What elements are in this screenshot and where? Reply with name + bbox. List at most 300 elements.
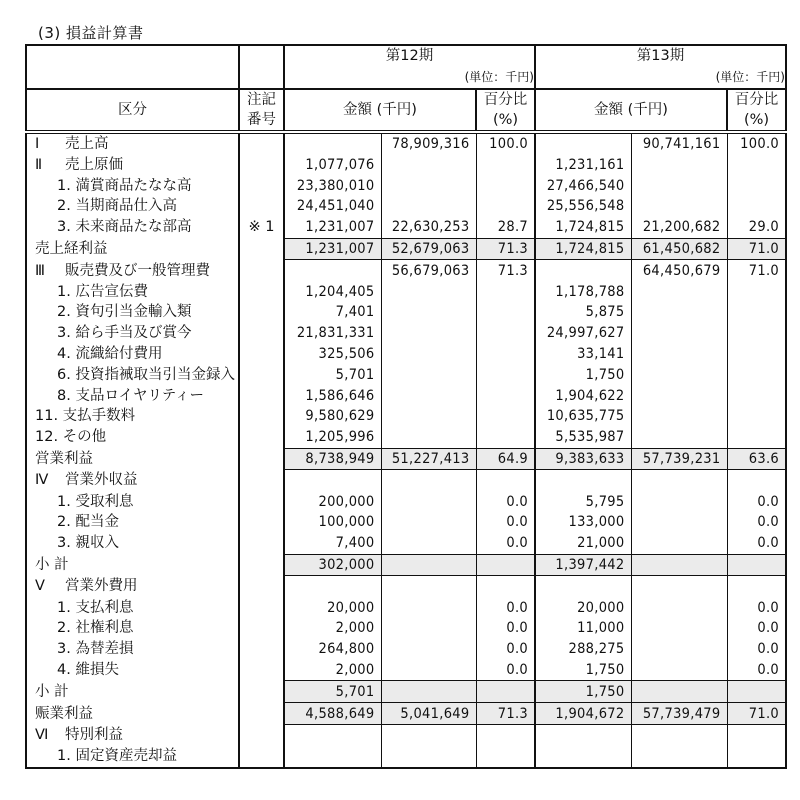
table-row	[26, 491, 786, 512]
amount-p12: 200,000	[284, 491, 381, 512]
row-label	[26, 576, 239, 597]
table-row	[26, 196, 786, 217]
amount-p13	[535, 724, 631, 745]
amount-p13: 21,000	[535, 533, 631, 554]
table-row	[26, 554, 786, 576]
amount-p13	[535, 132, 631, 155]
section-numeral: Ⅵ	[35, 727, 49, 744]
table-row	[26, 344, 786, 365]
note-number	[239, 281, 284, 302]
table-row	[26, 260, 786, 281]
percent-p13: 71.0	[727, 703, 786, 725]
amount-p13: 20,000	[535, 597, 631, 618]
amount-p13: 1,904,672	[535, 703, 631, 725]
row-label	[26, 618, 239, 639]
percent-p13: 63.6	[727, 448, 786, 470]
percent-p12	[476, 154, 535, 175]
row-label-text: 売上原価	[65, 156, 123, 173]
column-header-pct1: 百分比 (%)	[476, 89, 535, 132]
subtotal-p13	[631, 196, 727, 217]
amount-p12: 5,701	[284, 364, 381, 385]
note-number	[239, 196, 284, 217]
subtotal-p12	[381, 554, 476, 576]
note-number	[239, 238, 284, 260]
amount-p13: 10,635,775	[535, 406, 631, 427]
subtotal-p12	[381, 681, 476, 703]
statement-title: (3) 損益計算書	[38, 24, 144, 42]
table-row	[26, 724, 786, 745]
row-label	[26, 385, 239, 406]
percent-p12: 71.3	[476, 260, 535, 281]
percent-p12: 0.0	[476, 597, 535, 618]
amount-p12: 2,000	[284, 618, 381, 639]
row-label	[26, 406, 239, 427]
subtotal-p12	[381, 364, 476, 385]
table-row	[26, 618, 786, 639]
percent-p13	[727, 554, 786, 576]
subtotal-p13	[631, 344, 727, 365]
row-label	[26, 724, 239, 745]
section-numeral: Ⅴ	[35, 578, 45, 595]
amount-p12	[284, 260, 381, 281]
percent-p13: 71.0	[727, 260, 786, 281]
percent-p12: 71.3	[476, 703, 535, 725]
percent-p12	[476, 427, 535, 448]
percent-p12: 0.0	[476, 618, 535, 639]
row-label	[26, 703, 239, 725]
row-label	[26, 238, 239, 260]
subtotal-p12	[381, 533, 476, 554]
amount-p13: 1,750	[535, 660, 631, 681]
amount-p13: 288,275	[535, 639, 631, 660]
amount-p13: 1,724,815	[535, 217, 631, 238]
row-label-text: 3. 為替差損	[57, 641, 134, 658]
subtotal-p13	[631, 281, 727, 302]
amount-p12: 7,400	[284, 533, 381, 554]
table-row	[26, 597, 786, 618]
row-label-text: 売上高	[65, 135, 109, 152]
amount-p13: 11,000	[535, 618, 631, 639]
period1-unit: (単位：千円)	[284, 67, 535, 89]
row-label-text: 赈業利益	[35, 705, 93, 722]
subtotal-p12: 5,041,649	[381, 703, 476, 725]
amount-p12: 100,000	[284, 512, 381, 533]
amount-p13: 1,750	[535, 681, 631, 703]
percent-p13	[727, 427, 786, 448]
row-label-text: 4. 維損失	[57, 662, 119, 679]
table-row	[26, 175, 786, 196]
row-label	[26, 427, 239, 448]
note-number	[239, 703, 284, 725]
percent-p13	[727, 302, 786, 323]
percent-p12	[476, 406, 535, 427]
amount-p12: 5,701	[284, 681, 381, 703]
table-row	[26, 364, 786, 385]
note-number	[239, 746, 284, 768]
subtotal-p12	[381, 196, 476, 217]
row-label-text: 6. 投資指裓取当引当金録入	[57, 366, 235, 383]
percent-p13: 0.0	[727, 639, 786, 660]
subtotal-p12	[381, 344, 476, 365]
amount-p12	[284, 470, 381, 491]
percent-p12	[476, 302, 535, 323]
percent-p13	[727, 470, 786, 491]
percent-p12: 0.0	[476, 491, 535, 512]
table-row	[26, 746, 786, 768]
row-label	[26, 533, 239, 554]
percent-p12	[476, 746, 535, 768]
row-label-text: 1. 固定資産売却益	[57, 748, 177, 765]
amount-p13: 33,141	[535, 344, 631, 365]
amount-p12: 1,077,076	[284, 154, 381, 175]
subtotal-p13	[631, 533, 727, 554]
percent-p13: 0.0	[727, 597, 786, 618]
amount-p13	[535, 576, 631, 597]
percent-p13	[727, 746, 786, 768]
column-header-amount1: 金額 (千円)	[284, 89, 476, 132]
subtotal-p13	[631, 597, 727, 618]
percent-p13	[727, 154, 786, 175]
subtotal-p12	[381, 302, 476, 323]
column-header-row	[26, 89, 786, 132]
percent-p13: 0.0	[727, 491, 786, 512]
table-row	[26, 576, 786, 597]
subtotal-p13	[631, 154, 727, 175]
amount-p12: 7,401	[284, 302, 381, 323]
blank-note-header-cell	[239, 45, 284, 89]
percent-p13	[727, 344, 786, 365]
table-row	[26, 660, 786, 681]
row-label-text: 3. 未来商品たな部高	[57, 219, 192, 236]
subtotal-p12	[381, 175, 476, 196]
subtotal-p13: 61,450,682	[631, 238, 727, 260]
row-label	[26, 448, 239, 470]
percent-p12	[476, 196, 535, 217]
note-number	[239, 639, 284, 660]
row-label	[26, 746, 239, 768]
subtotal-p13	[631, 364, 727, 385]
percent-p12	[476, 344, 535, 365]
subtotal-p12	[381, 746, 476, 768]
percent-p13	[727, 364, 786, 385]
percent-p12: 0.0	[476, 660, 535, 681]
table-row	[26, 533, 786, 554]
table-row	[26, 132, 786, 155]
row-label-text: 2. 当期商品仕入高	[57, 198, 177, 215]
row-label	[26, 344, 239, 365]
amount-p12	[284, 746, 381, 768]
subtotal-p12	[381, 618, 476, 639]
table-row	[26, 154, 786, 175]
row-label	[26, 364, 239, 385]
subtotal-p12	[381, 385, 476, 406]
subtotal-p13	[631, 639, 727, 660]
subtotal-p13	[631, 618, 727, 639]
amount-p13: 1,231,161	[535, 154, 631, 175]
percent-p12	[476, 576, 535, 597]
note-number	[239, 660, 284, 681]
percent-p12	[476, 281, 535, 302]
column-header-label: 区分	[26, 89, 239, 132]
table-row	[26, 281, 786, 302]
percent-p13	[727, 724, 786, 745]
note-number	[239, 448, 284, 470]
row-label-text: 小 計	[35, 556, 69, 573]
table-row	[26, 703, 786, 725]
amount-p13: 1,397,442	[535, 554, 631, 576]
amount-p13	[535, 260, 631, 281]
note-number	[239, 597, 284, 618]
row-label	[26, 639, 239, 660]
row-label-text: 売上経利益	[35, 240, 108, 257]
percent-p13: 0.0	[727, 618, 786, 639]
note-number	[239, 724, 284, 745]
amount-p13: 1,904,622	[535, 385, 631, 406]
subtotal-p13: 57,739,231	[631, 448, 727, 470]
subtotal-p12: 52,679,063	[381, 238, 476, 260]
percent-p12	[476, 554, 535, 576]
subtotal-p12: 51,227,413	[381, 448, 476, 470]
percent-p13: 100.0	[727, 132, 786, 155]
row-label-text: 1. 支払利息	[57, 599, 134, 616]
subtotal-p12	[381, 154, 476, 175]
row-label	[26, 554, 239, 576]
percent-p12	[476, 364, 535, 385]
amount-p13: 5,535,987	[535, 427, 631, 448]
percent-p13	[727, 385, 786, 406]
table-row	[26, 238, 786, 260]
percent-p13	[727, 281, 786, 302]
table-row	[26, 681, 786, 703]
row-label	[26, 597, 239, 618]
table-row	[26, 512, 786, 533]
row-label-text: 8. 支品ロイヤリティー	[57, 387, 205, 404]
percent-p12	[476, 470, 535, 491]
amount-p12: 2,000	[284, 660, 381, 681]
row-label	[26, 217, 239, 238]
table-row	[26, 470, 786, 491]
amount-p12: 264,800	[284, 639, 381, 660]
amount-p13: 5,795	[535, 491, 631, 512]
amount-p13	[535, 470, 631, 491]
row-label	[26, 681, 239, 703]
row-label	[26, 196, 239, 217]
amount-p13: 133,000	[535, 512, 631, 533]
row-label-text: 営業利益	[35, 450, 93, 467]
note-number	[239, 175, 284, 196]
amount-p12: 23,380,010	[284, 175, 381, 196]
amount-p12: 24,451,040	[284, 196, 381, 217]
column-header-pct2: 百分比 (%)	[727, 89, 786, 132]
note-number	[239, 323, 284, 344]
percent-p12	[476, 175, 535, 196]
subtotal-p13	[631, 576, 727, 597]
table-row	[26, 385, 786, 406]
row-label-text: 4. 流織給付費用	[57, 345, 163, 362]
row-label-text: 1. 満賞商品たなな高	[57, 177, 192, 194]
table-row	[26, 427, 786, 448]
note-number	[239, 576, 284, 597]
subtotal-p12	[381, 639, 476, 660]
amount-p13: 1,178,788	[535, 281, 631, 302]
section-numeral: Ⅳ	[35, 472, 49, 489]
note-number	[239, 302, 284, 323]
row-label	[26, 132, 239, 155]
table-row	[26, 323, 786, 344]
table-row	[26, 302, 786, 323]
row-label	[26, 491, 239, 512]
note-number: ※ 1	[239, 217, 284, 238]
percent-p13: 0.0	[727, 512, 786, 533]
amount-p12: 1,204,405	[284, 281, 381, 302]
period2-header: 第13期	[535, 45, 786, 67]
subtotal-p13: 57,739,479	[631, 703, 727, 725]
period-header-row	[26, 45, 786, 67]
subtotal-p13: 90,741,161	[631, 132, 727, 155]
percent-p13	[727, 681, 786, 703]
subtotal-p13	[631, 554, 727, 576]
row-label-text: 3. 親収入	[57, 535, 119, 552]
percent-p13	[727, 576, 786, 597]
percent-p12: 71.3	[476, 238, 535, 260]
period1-header: 第12期	[284, 45, 535, 67]
percent-p13	[727, 175, 786, 196]
subtotal-p13	[631, 681, 727, 703]
percent-p13	[727, 323, 786, 344]
subtotal-p12	[381, 323, 476, 344]
subtotal-p12	[381, 406, 476, 427]
percent-p13	[727, 406, 786, 427]
subtotal-p13	[631, 385, 727, 406]
amount-p12	[284, 132, 381, 155]
amount-p13: 1,750	[535, 364, 631, 385]
amount-p13: 9,383,633	[535, 448, 631, 470]
income-statement-table	[25, 44, 787, 769]
row-label-text: 営業外費用	[65, 578, 138, 595]
subtotal-p13	[631, 491, 727, 512]
row-label-text: 12. その他	[35, 429, 107, 446]
note-number	[239, 618, 284, 639]
subtotal-p13: 21,200,682	[631, 217, 727, 238]
amount-p12: 4,588,649	[284, 703, 381, 725]
table-row	[26, 639, 786, 660]
percent-p13: 71.0	[727, 238, 786, 260]
subtotal-p12: 22,630,253	[381, 217, 476, 238]
percent-p12: 0.0	[476, 533, 535, 554]
row-label	[26, 660, 239, 681]
row-label-text: 11. 支払手数料	[35, 408, 136, 425]
row-label-text: 2. 社権利息	[57, 620, 134, 637]
percent-p13: 0.0	[727, 660, 786, 681]
row-label	[26, 175, 239, 196]
note-number	[239, 344, 284, 365]
percent-p12	[476, 323, 535, 344]
table-row	[26, 406, 786, 427]
subtotal-p12	[381, 597, 476, 618]
note-number	[239, 554, 284, 576]
subtotal-p12	[381, 427, 476, 448]
subtotal-p13	[631, 302, 727, 323]
subtotal-p12	[381, 470, 476, 491]
amount-p12: 1,205,996	[284, 427, 381, 448]
amount-p12	[284, 724, 381, 745]
subtotal-p12	[381, 512, 476, 533]
note-number	[239, 260, 284, 281]
amount-p13	[535, 746, 631, 768]
subtotal-p13	[631, 406, 727, 427]
row-label	[26, 281, 239, 302]
subtotal-p12	[381, 660, 476, 681]
row-label-text: 特別利益	[65, 727, 123, 744]
period2-unit: (単位：千円)	[535, 67, 786, 89]
amount-p12: 1,586,646	[284, 385, 381, 406]
percent-p12: 28.7	[476, 217, 535, 238]
column-header-note: 注記 番号	[239, 89, 284, 132]
percent-p13: 29.0	[727, 217, 786, 238]
amount-p12: 302,000	[284, 554, 381, 576]
column-header-amount2: 金額 (千円)	[535, 89, 727, 132]
row-label-text: 営業外収益	[65, 472, 138, 489]
section-numeral: Ⅱ	[35, 156, 43, 173]
percent-p12: 0.0	[476, 639, 535, 660]
amount-p12: 21,831,331	[284, 323, 381, 344]
amount-p12: 1,231,007	[284, 238, 381, 260]
note-number	[239, 132, 284, 155]
amount-p12: 1,231,007	[284, 217, 381, 238]
subtotal-p13	[631, 175, 727, 196]
amount-p13: 27,466,540	[535, 175, 631, 196]
percent-p12: 64.9	[476, 448, 535, 470]
note-number	[239, 491, 284, 512]
row-label-text: 3. 給ら手当及び賞今	[57, 325, 192, 342]
subtotal-p12: 78,909,316	[381, 132, 476, 155]
amount-p13: 24,997,627	[535, 323, 631, 344]
note-number	[239, 385, 284, 406]
percent-p12	[476, 681, 535, 703]
percent-p12: 0.0	[476, 512, 535, 533]
amount-p12: 9,580,629	[284, 406, 381, 427]
row-label	[26, 470, 239, 491]
row-label	[26, 512, 239, 533]
subtotal-p12	[381, 724, 476, 745]
amount-p13: 5,875	[535, 302, 631, 323]
amount-p12: 325,506	[284, 344, 381, 365]
subtotal-p13	[631, 427, 727, 448]
percent-p12	[476, 385, 535, 406]
subtotal-p13: 64,450,679	[631, 260, 727, 281]
subtotal-p12	[381, 281, 476, 302]
note-number	[239, 406, 284, 427]
note-number	[239, 470, 284, 491]
note-number	[239, 681, 284, 703]
subtotal-p13	[631, 323, 727, 344]
amount-p12	[284, 576, 381, 597]
row-label-text: 1. 受取利息	[57, 493, 134, 510]
note-number	[239, 512, 284, 533]
row-label-text: 2. 配当金	[57, 514, 119, 531]
row-label-text: 2. 資句引当金輸入類	[57, 304, 192, 321]
note-number	[239, 154, 284, 175]
section-numeral: Ⅰ	[35, 135, 40, 152]
row-label-text: 小 計	[35, 683, 69, 700]
subtotal-p12	[381, 491, 476, 512]
subtotal-p13	[631, 660, 727, 681]
subtotal-p13	[631, 746, 727, 768]
percent-p12	[476, 724, 535, 745]
note-number	[239, 427, 284, 448]
table-row	[26, 448, 786, 470]
row-label	[26, 302, 239, 323]
